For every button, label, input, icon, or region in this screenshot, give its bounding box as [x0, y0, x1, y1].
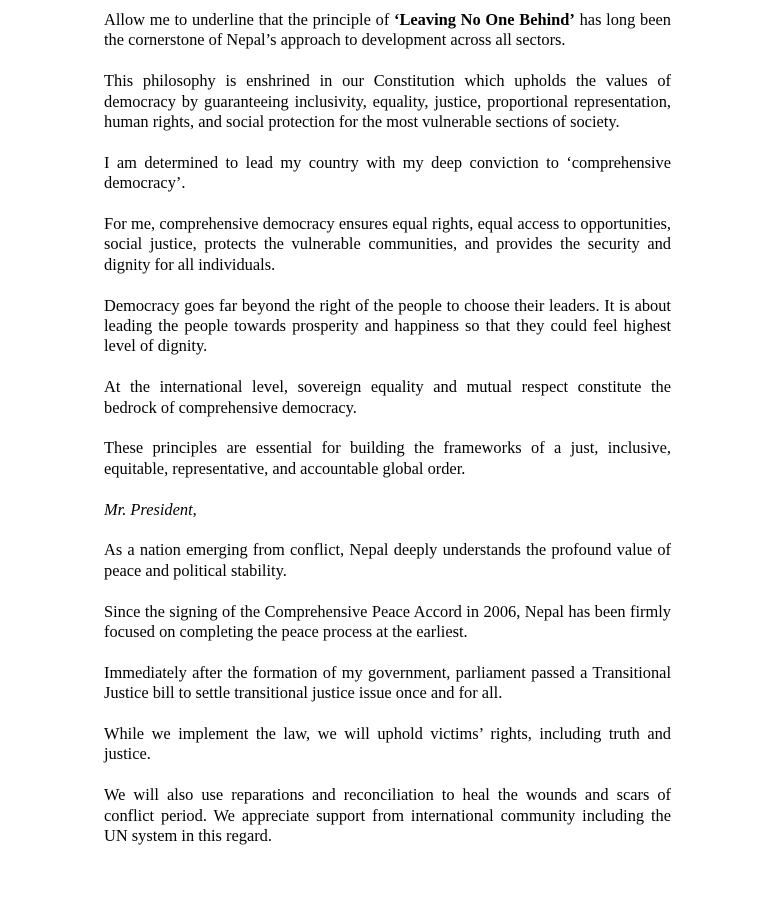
paragraph-comprehensive-democracy: For me, comprehensive democracy ensures equal rights, equal access to opportunities, social justice, protects the vulnerable communities, and provides the security and dignity for all individuals. — [104, 214, 671, 274]
salutation: Mr. President, — [104, 499, 197, 519]
paragraph-democracy-beyond: Democracy goes far beyond the right of the people to choose their leaders. It is about leading the people towards prosperity and happiness so that they could feel highest level of dignity. — [104, 295, 671, 356]
paragraph-transitional-justice: Immediately after the formation of my government, parliament passed a Transitional Justice bill to settle transitional justice issue once and for all. — [104, 662, 671, 703]
paragraph-text: Allow me to underline that the principle of — [104, 10, 395, 29]
paragraph-reparations: We will also use reparations and reconciliation to heal the wounds and scars of conflict period. We appreciate support from international community including the UN system in this regard. — [104, 785, 671, 846]
paragraph-international-level: At the international level, sovereign equality and mutual respect constitute the bedrock of comprehensive democracy. — [104, 377, 671, 417]
paragraph-global-order: These principles are essential for building the frameworks of a just, inclusive, equitable, representative, and accountable global order. — [104, 438, 671, 478]
paragraph-peace-accord: Since the signing of the Comprehensive Peace Accord in 2006, Nepal has been firmly focused on completing the peace process at the earliest. — [104, 601, 671, 642]
paragraph-leaving-no-one-behind — [104, 10, 671, 51]
document-page — [104, 10, 671, 846]
paragraph-text: has long been the cornerstone of Nepal’s approach to development across all sectors. — [104, 10, 671, 50]
paragraph-peace-stability: As a nation emerging from conflict, Nepal deeply understands the profound value of peace and political stability. — [104, 540, 671, 580]
paragraph-conviction: I am determined to lead my country with my deep conviction to ‘comprehensive democracy’. — [104, 152, 671, 193]
paragraph-constitution: This philosophy is enshrined in our Constitution which upholds the values of democracy by guaranteeing inclusivity, equality, justice, proportional representation, human rights, and social protection for the most vulnerable sections of society. — [104, 71, 671, 132]
paragraph-victims-rights: While we implement the law, we will uphold victims’ rights, including truth and justice. — [104, 724, 671, 764]
emphasized-principle: ‘Leaving No One Behind’ — [394, 10, 575, 29]
